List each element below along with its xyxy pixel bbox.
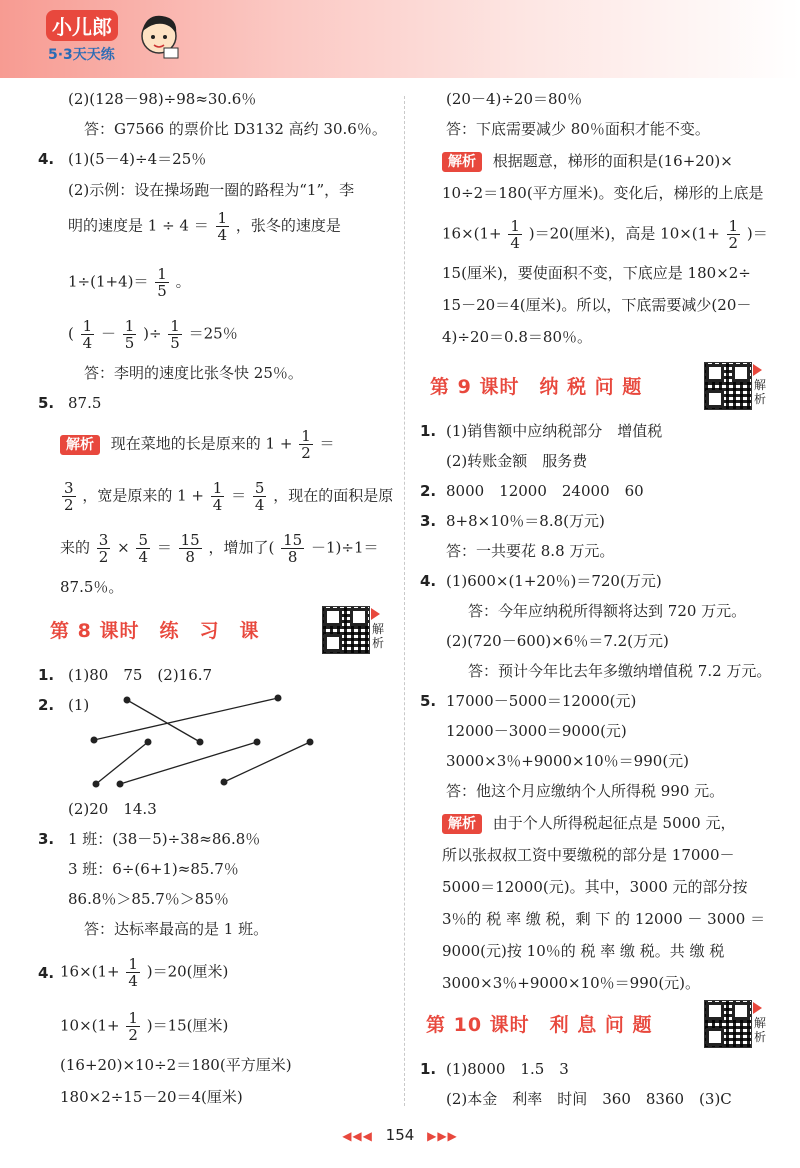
numerator: 1: [82, 317, 93, 335]
text: )＝20(厘米): [146, 962, 229, 981]
fraction: [508, 218, 522, 251]
denominator: 5: [124, 334, 135, 352]
text: )＝20(厘米)，高是 10×(1+: [528, 224, 720, 243]
text-line: 3 班：6÷(6+1)≈85.7％: [68, 860, 239, 878]
text: ，张冬的速度是: [235, 216, 341, 235]
text: )＝15(厘米): [146, 1016, 229, 1035]
numerator: 5: [254, 479, 265, 497]
text-line: (2)(720－600)×6％＝7.2(万元): [446, 632, 669, 650]
text-line: 所以张叔叔工资中要缴税的部分是 17000－: [442, 846, 735, 864]
denominator: 4: [254, 496, 265, 514]
fraction: [126, 1010, 140, 1043]
text-line: (2)20 14.3: [68, 800, 157, 818]
text-line: 8+8×10％＝8.8(万元): [446, 512, 605, 530]
text-line: 答：一共要花 8.8 万元。: [446, 542, 615, 560]
text-line: 5000＝12000(元)。其中，3000 元的部分按: [442, 878, 748, 896]
text-line: (1): [68, 696, 90, 714]
text: 明的速度是 1 ÷ 4 ＝: [68, 216, 209, 235]
text-line: [60, 428, 335, 461]
text-line: 3000×3％+9000×10％＝990(元)。: [442, 974, 701, 992]
section-title: 第 10 课时 利 息 问 题: [426, 1014, 653, 1036]
next-arrows-icon: ▶▶▶: [427, 1129, 458, 1143]
text-line: 9000(元)按 10％的 税 率 缴 税。共 缴 税: [442, 942, 725, 960]
fraction: [727, 218, 741, 251]
numerator: 15: [180, 531, 200, 549]
question-number: 1.: [420, 1060, 437, 1078]
text: ，增加了(: [208, 538, 275, 557]
numerator: 1: [217, 209, 228, 227]
fraction: [179, 532, 202, 565]
text-line: 答：下底需要减少 80％面积才能不变。: [446, 120, 710, 138]
text-line: [442, 150, 733, 172]
numerator: 1: [124, 317, 135, 335]
text-line: 8000 12000 24000 60: [446, 482, 644, 500]
question-number: 4.: [420, 572, 437, 590]
numerator: 15: [283, 531, 303, 549]
text-line: 86.8％＞85.7％＞85％: [68, 890, 229, 908]
logo-subtitle: 5·3天天练: [48, 47, 115, 63]
text-line: (2)示例：设在操场跑一圈的路程为“1”，李: [68, 181, 355, 199]
qr-label: 解析: [754, 1016, 767, 1044]
section-title: 第 8 课时 练 习 课: [50, 620, 260, 642]
fraction: [155, 266, 169, 299]
text-line: 答：G7566 的票价比 D3132 高约 30.6％。: [84, 120, 387, 138]
question-number: 1.: [38, 666, 55, 684]
numerator: 1: [157, 265, 167, 283]
text: 来的: [60, 538, 91, 557]
text-line: 3000×3％+9000×10％＝990(元): [446, 752, 690, 770]
denominator: 8: [185, 548, 195, 566]
qr-label: 解析: [372, 622, 385, 650]
text-line: (2)本金 利率 时间 360 8360 (3)C: [446, 1090, 732, 1108]
numerator: 1: [510, 217, 520, 235]
numerator: 1: [170, 317, 180, 335]
text: ，宽是原来的 1 +: [82, 486, 204, 505]
text-line: (1)(5－4)÷4＝25％: [68, 150, 207, 168]
text: ＝: [156, 538, 172, 557]
text-line: [60, 1010, 228, 1043]
brand-logo: [40, 6, 190, 72]
text-line: 180×2÷15－20＝4(厘米): [60, 1088, 243, 1106]
question-number: 1.: [420, 422, 437, 440]
numerator: 1: [728, 217, 739, 235]
text: 根据题意，梯形的面积是(16+20)×: [492, 152, 733, 170]
logo-name: 小儿郎: [46, 10, 118, 41]
text: 16×(1+: [442, 224, 502, 243]
text-line: 答：李明的速度比张冬快 25％。: [84, 364, 303, 382]
numerator: 1: [128, 1009, 138, 1027]
analysis-tag: 解析: [60, 435, 100, 455]
question-number: 2.: [420, 482, 437, 500]
text-line: 87.5: [68, 394, 102, 412]
prev-arrows-icon: ◀◀◀: [342, 1129, 373, 1143]
denominator: 2: [64, 496, 74, 514]
text: ＝: [231, 486, 247, 505]
denominator: 5: [157, 282, 167, 300]
denominator: 4: [510, 234, 520, 252]
fraction: [81, 318, 95, 351]
text-line: 17000－5000＝12000(元): [446, 692, 637, 710]
text-line: [442, 218, 768, 251]
fraction: [168, 318, 182, 351]
fraction: [211, 480, 225, 513]
qr-code-icon[interactable]: [704, 1000, 752, 1048]
numerator: 5: [138, 531, 149, 549]
denominator: 8: [287, 548, 298, 566]
text: (: [68, 324, 74, 343]
text-line: 12000－3000＝9000(元): [446, 722, 627, 740]
text-line: (1)8000 1.5 3: [446, 1060, 569, 1078]
qr-code-icon[interactable]: [322, 606, 370, 654]
text-line: [442, 812, 736, 834]
text-line: 4)÷20＝0.8＝80％。: [442, 328, 592, 346]
page-number: 154: [385, 1126, 415, 1144]
text-line: [60, 956, 228, 989]
denominator: 5: [170, 334, 180, 352]
numerator: 1: [128, 955, 138, 973]
text-line: [68, 318, 238, 351]
text-line: [68, 210, 341, 243]
text: 由于个人所得税起征点是 5000 元，: [492, 814, 736, 832]
fraction: [253, 480, 267, 513]
denominator: 4: [138, 548, 149, 566]
text-line: [60, 480, 393, 513]
denominator: 4: [128, 972, 138, 990]
denominator: 4: [217, 226, 228, 244]
text: 16×(1+: [60, 962, 120, 981]
play-icon: [753, 1002, 762, 1014]
text-line: (16+20)×10÷2＝180(平方厘米): [60, 1056, 292, 1074]
text: )＝: [746, 224, 768, 243]
text-line: 87.5％。: [60, 578, 124, 596]
numerator: 3: [98, 531, 109, 549]
fraction: [62, 480, 76, 513]
text-line: 3％的 税 率 缴 税，剩 下 的 12000 － 3000 ＝: [442, 910, 766, 928]
text-line: (20－4)÷20＝80％: [446, 90, 583, 108]
denominator: 2: [128, 1026, 138, 1044]
text: 现在菜地的长是原来的 1 +: [110, 434, 293, 453]
text: )÷: [143, 324, 162, 343]
text-line: 答：预计今年比去年多缴纳增值税 7.2 万元。: [468, 662, 772, 680]
question-number: 5.: [420, 692, 437, 710]
play-icon: [371, 608, 380, 620]
text-line: 15－20＝4(厘米)。所以，下底需要减少(20－: [442, 296, 752, 314]
denominator: 2: [728, 234, 739, 252]
text: ＝: [319, 434, 335, 453]
text-line: 15(厘米)，要使面积不变，下底应是 180×2÷: [442, 264, 751, 282]
question-number: 2.: [38, 696, 55, 714]
text: －1)÷1＝: [311, 538, 379, 557]
question-number: 4.: [38, 964, 55, 982]
fraction: [97, 532, 111, 565]
text-line: 答：达标率最高的是 1 班。: [84, 920, 269, 938]
section-title: 第 9 课时 纳 税 问 题: [430, 376, 643, 398]
text-line: (2)转账金额 服务费: [446, 452, 588, 470]
numerator: 3: [64, 479, 74, 497]
boy-mascot-icon: [136, 10, 182, 62]
matching-lines-diagram: [82, 686, 342, 796]
text-line: (2)(128－98)÷98≈30.6％: [68, 90, 257, 108]
qr-code-icon[interactable]: [704, 362, 752, 410]
text: 10×(1+: [60, 1016, 120, 1035]
text: ，现在的面积是原: [273, 486, 394, 505]
fraction: [299, 428, 313, 461]
numerator: 1: [301, 427, 311, 445]
fraction: [123, 318, 137, 351]
play-icon: [753, 364, 762, 376]
text-line: (1)600×(1+20％)＝720(万元): [446, 572, 662, 590]
fraction: [136, 532, 150, 565]
numerator: 1: [212, 479, 223, 497]
denominator: 2: [301, 444, 311, 462]
column-divider: [404, 96, 405, 1106]
question-number: 5.: [38, 394, 55, 412]
question-number: 3.: [38, 830, 55, 848]
qr-label: 解析: [754, 378, 767, 406]
text-line: 答：今年应纳税所得额将达到 720 万元。: [468, 602, 747, 620]
fraction: [126, 956, 140, 989]
analysis-tag: 解析: [442, 814, 482, 834]
denominator: 4: [82, 334, 93, 352]
question-number: 3.: [420, 512, 437, 530]
question-number: 4.: [38, 150, 55, 168]
text: ＝25％: [188, 324, 238, 343]
text-line: [60, 532, 379, 565]
text-line: 10÷2＝180(平方厘米)。变化后，梯形的上底是: [442, 184, 764, 202]
text-line: 答：他这个月应缴纳个人所得税 990 元。: [446, 782, 725, 800]
fraction: [216, 210, 230, 243]
text-line: 1 班：(38－5)÷38≈86.8％: [68, 830, 261, 848]
text-line: (1)80 75 (2)16.7: [68, 666, 213, 684]
analysis-tag: 解析: [442, 152, 482, 172]
text: 。: [175, 272, 191, 291]
text-line: [68, 266, 191, 299]
text: 1÷(1+4)＝: [68, 272, 149, 291]
text: －: [100, 324, 116, 343]
text-line: (1)销售额中应纳税部分 增值税: [446, 422, 663, 440]
text: ×: [117, 538, 130, 557]
denominator: 4: [212, 496, 223, 514]
fraction: [281, 532, 304, 565]
page-footer: [0, 1126, 800, 1144]
denominator: 2: [98, 548, 109, 566]
